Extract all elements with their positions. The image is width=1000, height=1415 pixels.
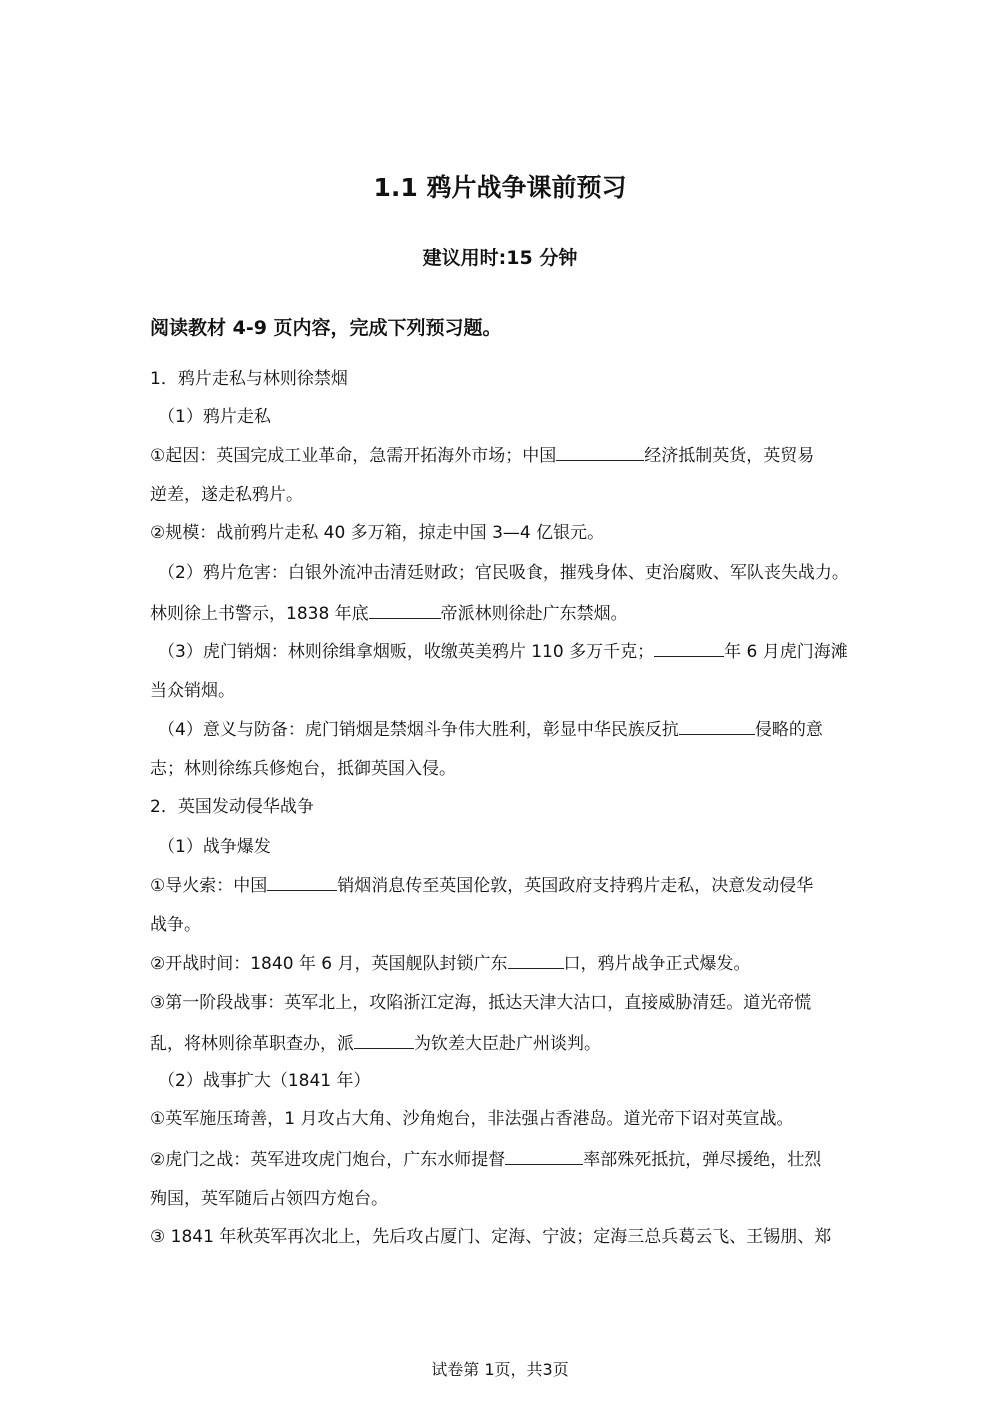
line-text: 乱，将林则徐革职查办，派 (150, 1034, 354, 1054)
line-text-continued: 帝派林则徐赴广东禁烟。 (440, 604, 628, 624)
text-line (158, 718, 823, 741)
fill-in-blank[interactable] (267, 874, 337, 891)
text-line (150, 1226, 831, 1248)
line-text-continued: 口，鸦片战争正式爆发。 (563, 954, 751, 974)
text-line (150, 680, 235, 702)
line-text-continued: 经济抵制英货，英贸易 (644, 446, 815, 466)
line-text: 殉国，英军随后占领四方炮台。 (150, 1189, 388, 1209)
line-text: ②开战时间：1840 年 6 月，英国舰队封锁广东 (150, 954, 508, 974)
line-text: 林则徐上书警示，1838 年底 (150, 604, 369, 624)
line-text: 当众销烟。 (150, 681, 235, 701)
line-text-continued: 侵略的意 (754, 720, 823, 740)
text-line (150, 758, 456, 780)
text-line (150, 874, 813, 897)
text-line (150, 1148, 821, 1171)
fill-in-blank[interactable] (654, 640, 724, 657)
line-text: （4）意义与防备：虎门销烟是禁烟斗争伟大胜利，彰显中华民族反抗 (158, 720, 679, 740)
line-text: （2）战事扩大（1841 年） (158, 1071, 371, 1091)
line-text: （1）战争爆发 (158, 837, 271, 857)
text-line (150, 368, 348, 390)
line-text: ①起因：英国完成工业革命，急需开拓海外市场；中国 (150, 446, 557, 466)
line-text: ①英军施压琦善，1 月攻占大角、沙角炮台，非法强占香港岛。道光帝下诏对英宣战。 (150, 1109, 794, 1129)
text-line (158, 562, 849, 584)
text-line (150, 992, 811, 1014)
text-line (150, 1108, 793, 1130)
line-text: ③第一阶段战事：英军北上，攻陷浙江定海，抵达天津大沽口，直接威胁清廷。道光帝慌 (150, 993, 812, 1013)
text-line (158, 640, 848, 663)
line-text-continued: 率部殊死抵抗，弹尽援绝，壮烈 (583, 1150, 822, 1170)
line-text: （2）鸦片危害：白银外流冲击清廷财政；官民吸食，摧残身体、吏治腐败、军队丧失战力。 (158, 563, 849, 583)
fill-in-blank[interactable] (369, 602, 441, 619)
line-text-continued: 销烟消息传至英国伦敦，英国政府支持鸦片走私，决意发动侵华 (337, 876, 814, 896)
line-text: 逆差，遂走私鸦片。 (150, 485, 303, 505)
fill-in-blank[interactable] (505, 1148, 583, 1165)
line-text: 2．英国发动侵华战争 (150, 797, 314, 817)
line-text: ①导火索：中国 (150, 876, 268, 896)
text-line (150, 914, 201, 936)
text-line (150, 522, 604, 544)
text-line (150, 952, 751, 975)
text-line (158, 406, 271, 428)
line-text: （1）鸦片走私 (158, 407, 271, 427)
line-text: 战争。 (150, 915, 201, 935)
line-text-continued: 为钦差大臣赴广州谈判。 (414, 1034, 601, 1054)
fill-in-blank[interactable] (679, 718, 755, 735)
instruction: 阅读教材 4-9 页内容，完成下列预习题。 (150, 317, 502, 339)
line-text-continued: 年 6 月虎门海滩 (724, 642, 848, 662)
text-line (158, 836, 271, 858)
text-line (150, 602, 628, 625)
fill-in-blank[interactable] (556, 444, 644, 461)
line-text: ②虎门之战：英军进攻虎门炮台，广东水师提督 (150, 1150, 506, 1170)
page-title: 1.1 鸦片战争课前预习 (373, 173, 627, 202)
text-line (158, 1070, 370, 1092)
line-text: （3）虎门销烟：林则徐缉拿烟贩，收缴英美鸦片 110 多万千克； (158, 642, 655, 662)
fill-in-blank[interactable] (508, 952, 564, 969)
page-footer: 试卷第 1页，共3页 (431, 1360, 569, 1379)
suggested-time: 建议用时:15 分钟 (422, 247, 578, 269)
line-text: 1．鸦片走私与林则徐禁烟 (150, 369, 348, 389)
text-line (150, 444, 814, 467)
line-text: ②规模：战前鸦片走私 40 多万箱，掠走中国 3—4 亿银元。 (150, 523, 605, 543)
line-text: 志；林则徐练兵修炮台，抵御英国入侵。 (150, 759, 456, 779)
text-line (150, 796, 314, 818)
fill-in-blank[interactable] (354, 1032, 414, 1049)
line-text: ③ 1841 年秋英军再次北上，先后攻占厦门、定海、宁波；定海三总兵葛云飞、王锡朋、郑 (150, 1227, 832, 1247)
text-line (150, 1032, 601, 1055)
text-line (150, 1188, 388, 1210)
text-line (150, 484, 303, 506)
